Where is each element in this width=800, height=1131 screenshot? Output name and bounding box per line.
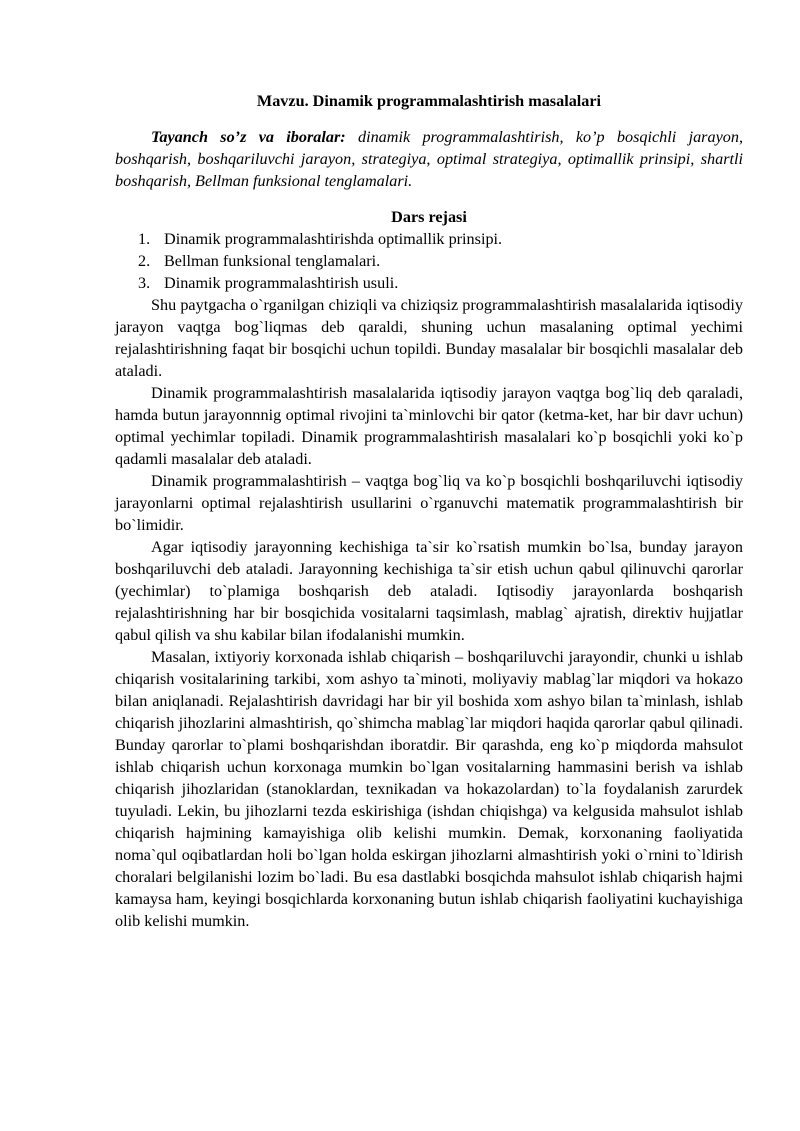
plan-item <box>115 228 743 250</box>
plan-list <box>115 228 743 294</box>
plan-item-text: Dinamik programmalashtirishda optimallik prinsipi. <box>164 230 503 248</box>
document-title: Mavzu. Dinamik programmalashtirish masalalari <box>256 92 602 110</box>
keywords-paragraph <box>115 126 743 192</box>
plan-item <box>115 272 743 294</box>
plan-item-text: Bellman funksional tenglamalari. <box>164 252 381 270</box>
body-paragraph: Dinamik programmalashtirish masalalarida iqtisodiy jarayon vaqtga bog`liq deb qaraladi, hamda butun jarayonnnig optimal rivojini ta`minlovchi bir qator (ketma-ket, har bir davr uchun) optimal yechimlar topiladi. Dinamik programmalashtirish masalalari ko`p bosqichli yoki ko`p qadamli masalalar deb ataladi. <box>115 384 743 468</box>
body-paragraph: Agar iqtisodiy jarayonning kechishiga ta`sir ko`rsatish mumkin bo`lsa, bunday jarayon boshqariluvchi deb ataladi. Jarayonning kechishiga ta`sir etish uchun qabul qilinuvchi qarorlar (yechimlar) to`plamiga boshqarish deb ataladi. Iqtisodiy jarayonlarda boshqarish rejalashtirishning har bir bosqichida vositalarni taqsimlash, mablag` ajratish, direktiv hujjatlar qabul qilish va shu kabilar bilan ifodalanishi mumkin. <box>115 538 743 644</box>
plan-item <box>115 250 743 272</box>
body-paragraph: Masalan, ixtiyoriy korxonada ishlab chiqarish – boshqariluvchi jarayondir, chunki u ishlab chiqarish vositalarining tarkibi, xom ashyo ta`minoti, moliyaviy mablag`lar miqdori va hokazo bilan aniqlanadi. Rejalashtirish davridagi har bir yil boshida xom ashyo bilan ta`minlash, ishlab chiqarish jihozlarini almashtirish, qo`shimcha mablag`lar miqdori haqida qarorlar qabul qilinadi. Bunday qarorlar to`plami boshqarishdan iboratdir. Bir qarashda, eng ko`p miqdorda mahsulot ishlab chiqarish uchun korxonaga mumkin bo`lgan vositalarning hammasini berish va ishlab chiqarish jihozlaridan (stanoklardan, texnikadan va hokazolardan) to`la foydalanish zarurdek tuyuladi. Lekin, bu jihozlarni tezda eskirishiga (ishdan chiqishga) va kelgusida mahsulot ishlab chiqarish hajmining kamayishiga olib kelishi mumkin. Demak, korxonaning faoliyatida noma`qul oqibatlardan holi bo`lgan holda eskirgan jihozlarni almashtirish yoki o`rnini to`ldirish choralari belgilanishi lozim bo`ladi. Bu esa dastlabki bosqichda mahsulot ishlab chiqarish hajmi kamaysa ham, keyingi bosqichlarda korxonaning butun ishlab chiqarish faoliyatini kuchayishiga olib kelishi mumkin. <box>115 648 743 930</box>
keywords-label: Tayanch so’z va iboralar: <box>151 128 346 146</box>
keywords-text: dinamik programmalashtirish, ko’p bosqichli jarayon, boshqarish, boshqariluvchi jarayon, strategiya, optimal strategiya, optimallik prinsipi, shartli boshqarish, Bellman funksional tenglamalari. <box>115 128 743 190</box>
plan-item-number: 2. <box>138 252 151 270</box>
body-paragraph: Shu paytgacha o`rganilgan chiziqli va chiziqsiz programmalashtirish masalalarida iqtisodiy jarayon vaqtga bog`liqmas deb qaraldi, shuning uchun masalaning optimal yechimi rejalashtirishning faqat bir bosqichi uchun topildi. Bunday masalalar bir bosqichli masalalar deb ataladi. <box>115 296 743 380</box>
body-paragraph: Dinamik programmalashtirish – vaqtga bog`liq va ko`p bosqichli boshqariluvchi iqtisodiy jarayonlarni optimal rejalashtirish usullarini o`rganuvchi matematik programmalashtirish bir bo`limidir. <box>115 472 743 534</box>
plan-item-number: 1. <box>138 230 151 248</box>
plan-title: Dars rejasi <box>391 208 467 226</box>
plan-item-text: Dinamik programmalashtirish usuli. <box>164 274 399 292</box>
plan-item-number: 3. <box>138 274 151 292</box>
document-page <box>115 90 743 932</box>
